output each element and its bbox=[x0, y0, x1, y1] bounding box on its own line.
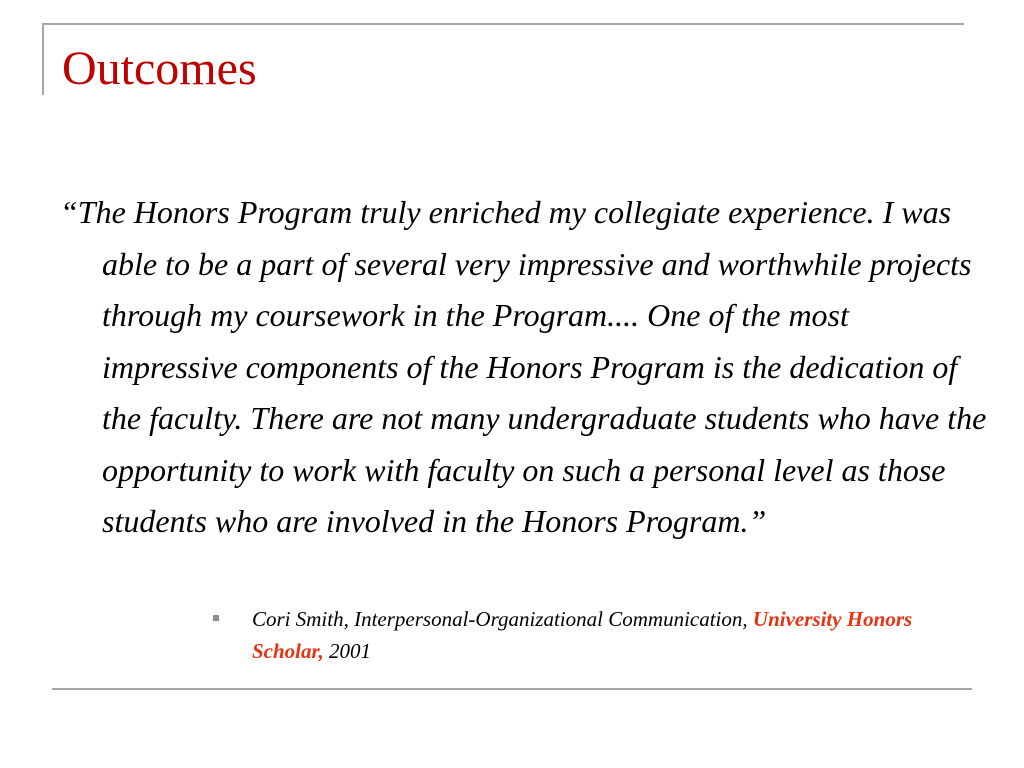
square-bullet-icon bbox=[213, 615, 219, 621]
attribution-award: University Honors Scholar, bbox=[252, 607, 913, 663]
testimonial-quote: “The Honors Program truly enriched my collegiate experience. I was able to be a part of several very impressive and worthwhile projects through my coursework in the Program.... One of the most impressive components of the Honors Program is the dedication of the faculty. There are not many undergraduate students who have the opportunity to work with faculty on such a personal level as those students who are involved in the Honors Program.” bbox=[60, 194, 987, 539]
frame-top-line bbox=[42, 23, 964, 25]
frame-bottom-line bbox=[52, 688, 972, 690]
slide-title: Outcomes bbox=[62, 42, 257, 95]
frame-left-line bbox=[42, 23, 44, 95]
attribution-item bbox=[210, 603, 955, 667]
attribution-year: 2001 bbox=[323, 639, 372, 663]
attribution-list bbox=[210, 603, 955, 667]
attribution-name-major: Cori Smith, Interpersonal-Organizational Communication, bbox=[252, 607, 753, 631]
